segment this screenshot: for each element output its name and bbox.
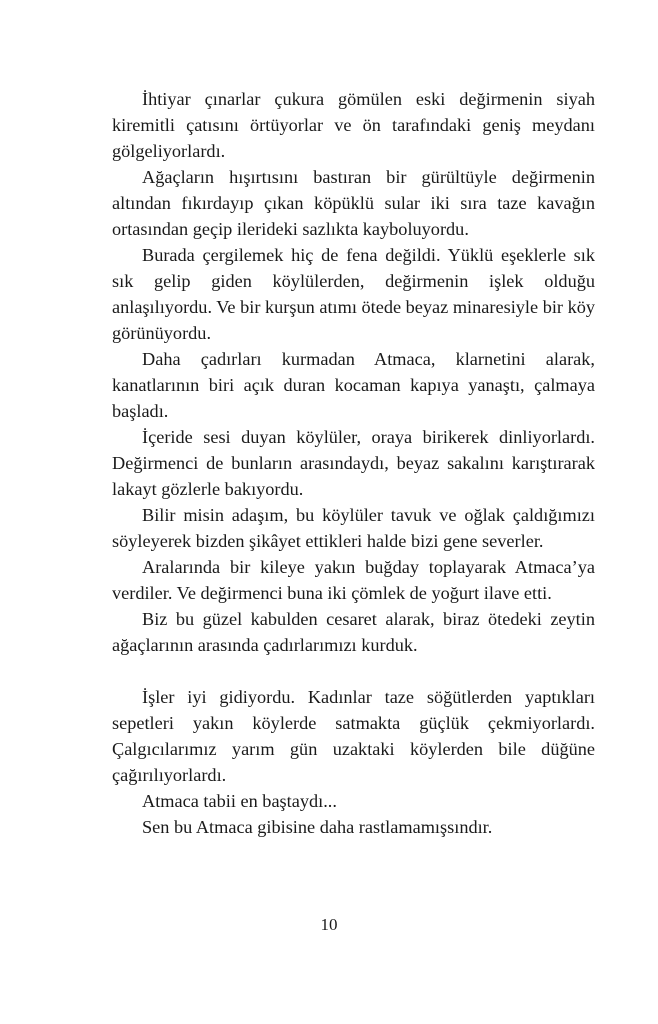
paragraph: Biz bu güzel kabulden cesaret alarak, biraz ötedeki zeytin ağaçlarının arasında çadırlarımızı kurduk. [112,609,595,655]
paragraph: Daha çadırları kurmadan Atmaca, klarnetini alarak, kanatlarının biri açık duran kocaman kapıya yanaştı, çalmaya başladı. [112,349,595,421]
paragraph: Bilir misin adaşım, bu köylüler tavuk ve oğlak çaldığımızı söyleyerek bizden şikâyet ettikleri halde bizi gene severler. [112,505,595,551]
paragraph: Aralarında bir kileye yakın buğday toplayarak Atmaca’ya verdiler. Ve değirmenci buna iki çömlek de yoğurt ilave etti. [112,557,595,603]
paragraph: İçeride sesi duyan köylüler, oraya birikerek dinliyorlardı. Değirmenci de bunların arasındaydı, beyaz sakalını karıştırarak lakayt gözlerle bakıyordu. [112,427,595,499]
paragraph: İhtiyar çınarlar çukura gömülen eski değirmenin siyah kiremitli çatısını örtüyorlar ve ön tarafındaki geniş meydanı gölgeliyorlardı. [112,89,595,161]
page-body [112,86,595,840]
paragraph: İşler iyi gidiyordu. Kadınlar taze söğütlerden yaptıkları sepetleri yakın köylerde satmakta güçlük çekmiyorlardı. Çalgıcılarımız yarım gün uzaktaki köylerden bile düğüne çağırılıyorlardı. [112,687,595,785]
paragraph: Ağaçların hışırtısını bastıran bir gürültüyle değirmenin altından fıkırdayıp çıkan köpüklü sular iki sıra taze kavağın ortasından geçip ilerideki sazlıkta kayboluyordu. [112,167,595,239]
section-break [112,658,595,684]
paragraph: Burada çergilemek hiç de fena değildi. Yüklü eşeklerle sık sık gelip giden köylülerden, değirmenin işlek olduğu anlaşılıyordu. Ve bir kurşun atımı ötede beyaz minaresiyle bir köy görünüyordu. [112,245,595,343]
page-number: 10 [320,915,338,934]
paragraph: Sen bu Atmaca gibisine daha rastlamamışsındır. [142,817,493,837]
paragraph: Atmaca tabii en baştaydı... [142,791,337,811]
